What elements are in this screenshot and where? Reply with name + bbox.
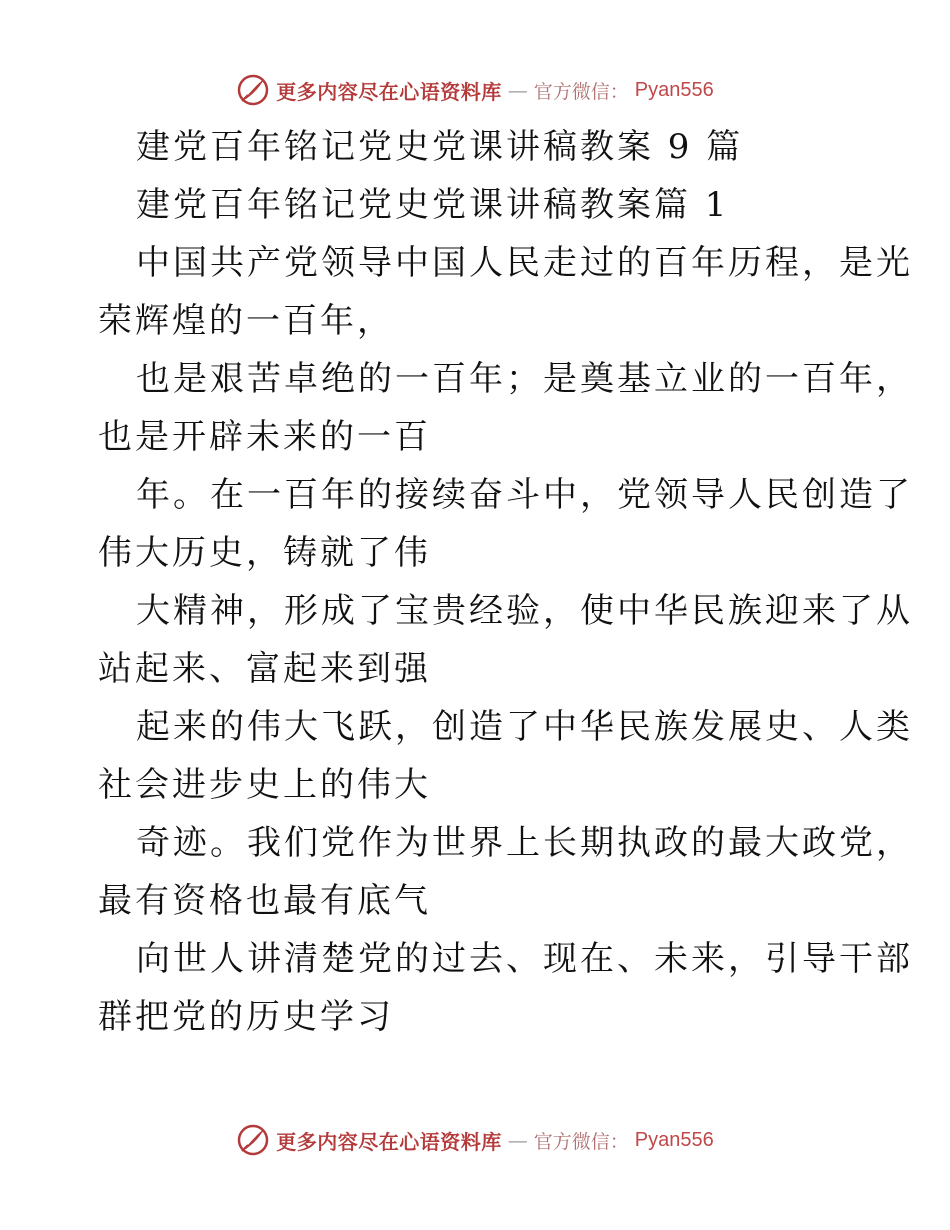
paragraph-line: 最有资格也最有底气 bbox=[98, 881, 431, 921]
paragraph-line: 大精神，形成了宝贵经验，使中华民族迎来了从 bbox=[136, 591, 913, 631]
wechat-id: Pyan556 bbox=[634, 1128, 714, 1151]
document-title: 建党百年铭记党史党课讲稿教案 9 篇 bbox=[136, 127, 744, 167]
banner-text: 更多内容尽在心语资料库 bbox=[276, 1129, 502, 1154]
paragraph-line: 社会进步史上的伟大 bbox=[98, 765, 431, 805]
header-banner bbox=[0, 70, 950, 110]
paragraph-line: 也是开辟未来的一百 bbox=[98, 417, 431, 457]
footer-banner bbox=[0, 1120, 950, 1160]
section-heading: 建党百年铭记党史党课讲稿教案篇 1 bbox=[136, 185, 730, 225]
paragraph-line: 年。在一百年的接续奋斗中，党领导人民创造了 bbox=[136, 475, 913, 515]
quill-pen-logo-icon bbox=[236, 73, 270, 107]
paragraph-line: 荣辉煌的一百年， bbox=[98, 301, 394, 341]
quill-pen-logo-icon bbox=[236, 1123, 270, 1157]
document-body bbox=[98, 118, 913, 1046]
paragraph-line: 站起来、富起来到强 bbox=[98, 649, 431, 689]
paragraph-line: 也是艰苦卓绝的一百年；是奠基立业的一百年， bbox=[136, 359, 913, 399]
paragraph-line: 起来的伟大飞跃，创造了中华民族发展史、人类 bbox=[136, 707, 913, 747]
banner-dash: — bbox=[507, 1128, 528, 1152]
banner-dash: — bbox=[507, 78, 528, 102]
wechat-id: Pyan556 bbox=[634, 78, 714, 101]
wechat-label: 官方微信： bbox=[533, 80, 629, 103]
banner-text: 更多内容尽在心语资料库 bbox=[276, 79, 502, 104]
paragraph-line: 伟大历史，铸就了伟 bbox=[98, 533, 431, 573]
paragraph-line: 中国共产党领导中国人民走过的百年历程，是光 bbox=[136, 243, 913, 283]
paragraph-line: 向世人讲清楚党的过去、现在、未来，引导干部 bbox=[136, 939, 913, 979]
paragraph-line: 群把党的历史学习 bbox=[98, 997, 394, 1037]
wechat-label: 官方微信： bbox=[533, 1130, 629, 1153]
paragraph-line: 奇迹。我们党作为世界上长期执政的最大政党， bbox=[136, 823, 913, 863]
